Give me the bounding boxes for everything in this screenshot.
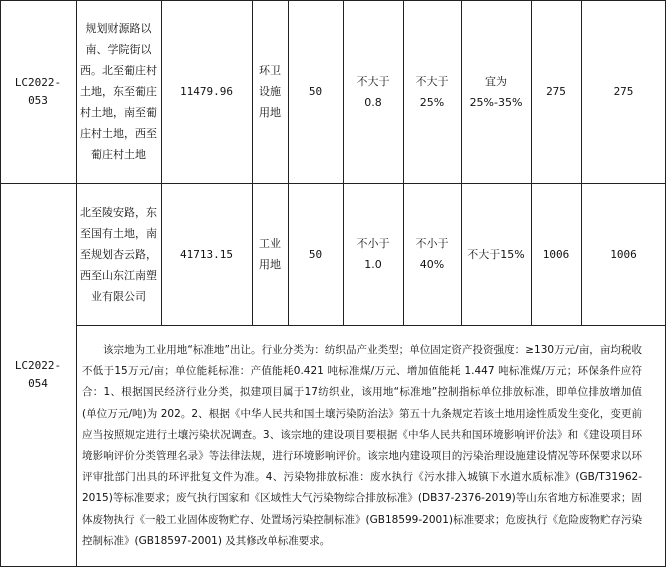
grid-line [288, 0, 289, 325]
location-cell: 规划财源路以南、学院街以西。北至葡庄村土地，东至葡庄村土地，南至葡庄村土地，西至葡庄村土地 [80, 22, 157, 161]
grid-line [0, 0, 1, 567]
grid-line [161, 0, 162, 325]
building-density-cell: 不小于40% [415, 237, 449, 271]
lot-number-cell: LC2022-054 [14, 359, 62, 390]
location-cell: 北至陵安路，东至国有土地，南至规划杏云路，西至山东江南塑业有限公司 [80, 205, 157, 303]
grid-line [531, 0, 532, 325]
deposit-cell: 1006 [610, 247, 637, 261]
grid-line [76, 325, 666, 326]
deposit-cell: 275 [613, 85, 634, 98]
floor-area-ratio-cell: 不大于0.8 [356, 74, 390, 109]
grid-line [76, 0, 77, 567]
floor-area-ratio-cell: 不小于1.0 [356, 237, 390, 271]
land-use-cell: 工业用地 [259, 237, 281, 271]
term-cell: 50 [308, 247, 323, 261]
grid-line [403, 0, 404, 325]
green-rate-cell: 宜为25%-35% [469, 74, 523, 109]
grid-line [0, 0, 666, 1]
area-cell: 11479.96 [180, 85, 233, 98]
grid-line [581, 0, 582, 325]
term-cell: 50 [308, 85, 323, 98]
land-use-cell: 环卫设施用地 [259, 64, 281, 119]
lot-number-cell: LC2022-053 [14, 75, 62, 107]
green-rate-cell: 不大于15% [467, 247, 525, 261]
grid-line [461, 0, 462, 325]
area-cell: 41713.15 [180, 247, 233, 261]
grid-line [343, 0, 344, 325]
building-density-cell: 不大于25% [415, 74, 449, 109]
planning-conditions-note: 该宗地为工业用地“标准地”出让。行业分类为：纺织品产业类型；单位固定资产投资强度：≥130万元/亩，亩均税收不低于15万元/亩；单位能耗标准：产值能耗0.421 吨标准煤/万元、增加值能耗 1.447 吨标准煤/万元；环保条件应符合：1、根据国民经济行业分类，拟建项目属于17纺织业，该用地“标准地”控制指标单位排放标准，即单位排放增加值 (单位万元/吨)为 202。2、根据《中华人民共和国土壤污染防治法》第五十九条规定若该土地用途性质发生变化，变更前应当按照规定进行土壤污染状况调查。3、该宗地的建设项目要根据《中华人民共和国环境影响评价法》和《建设项目环境影响评价分类管理名录》等法律法规，进行环境影响评价。该宗地内建设项目的污染治理设施建设情况等环保要求以环评审批部门出具的环评批复文件为准。4、污染物排放标准：废水执行《污水排入城镇下水道水质标准》(GB/T31962-2015)等标准要求；废气执行国家和《区域性大气污染物综合排放标准》(DB37-2376-2019)等山东省地方标准要求；固体废物执行《一般工业固体废物贮存、处置场污染控制标准》(GB18599-2001)标准要求；危废执行《危险废物贮存污染控制标准》(GB18597-2001) 及其修改单标准要求。 [82, 344, 642, 547]
grid-line [0, 183, 666, 184]
start-price-cell: 1006 [542, 247, 570, 261]
start-price-cell: 275 [546, 85, 566, 98]
grid-line [252, 0, 253, 325]
